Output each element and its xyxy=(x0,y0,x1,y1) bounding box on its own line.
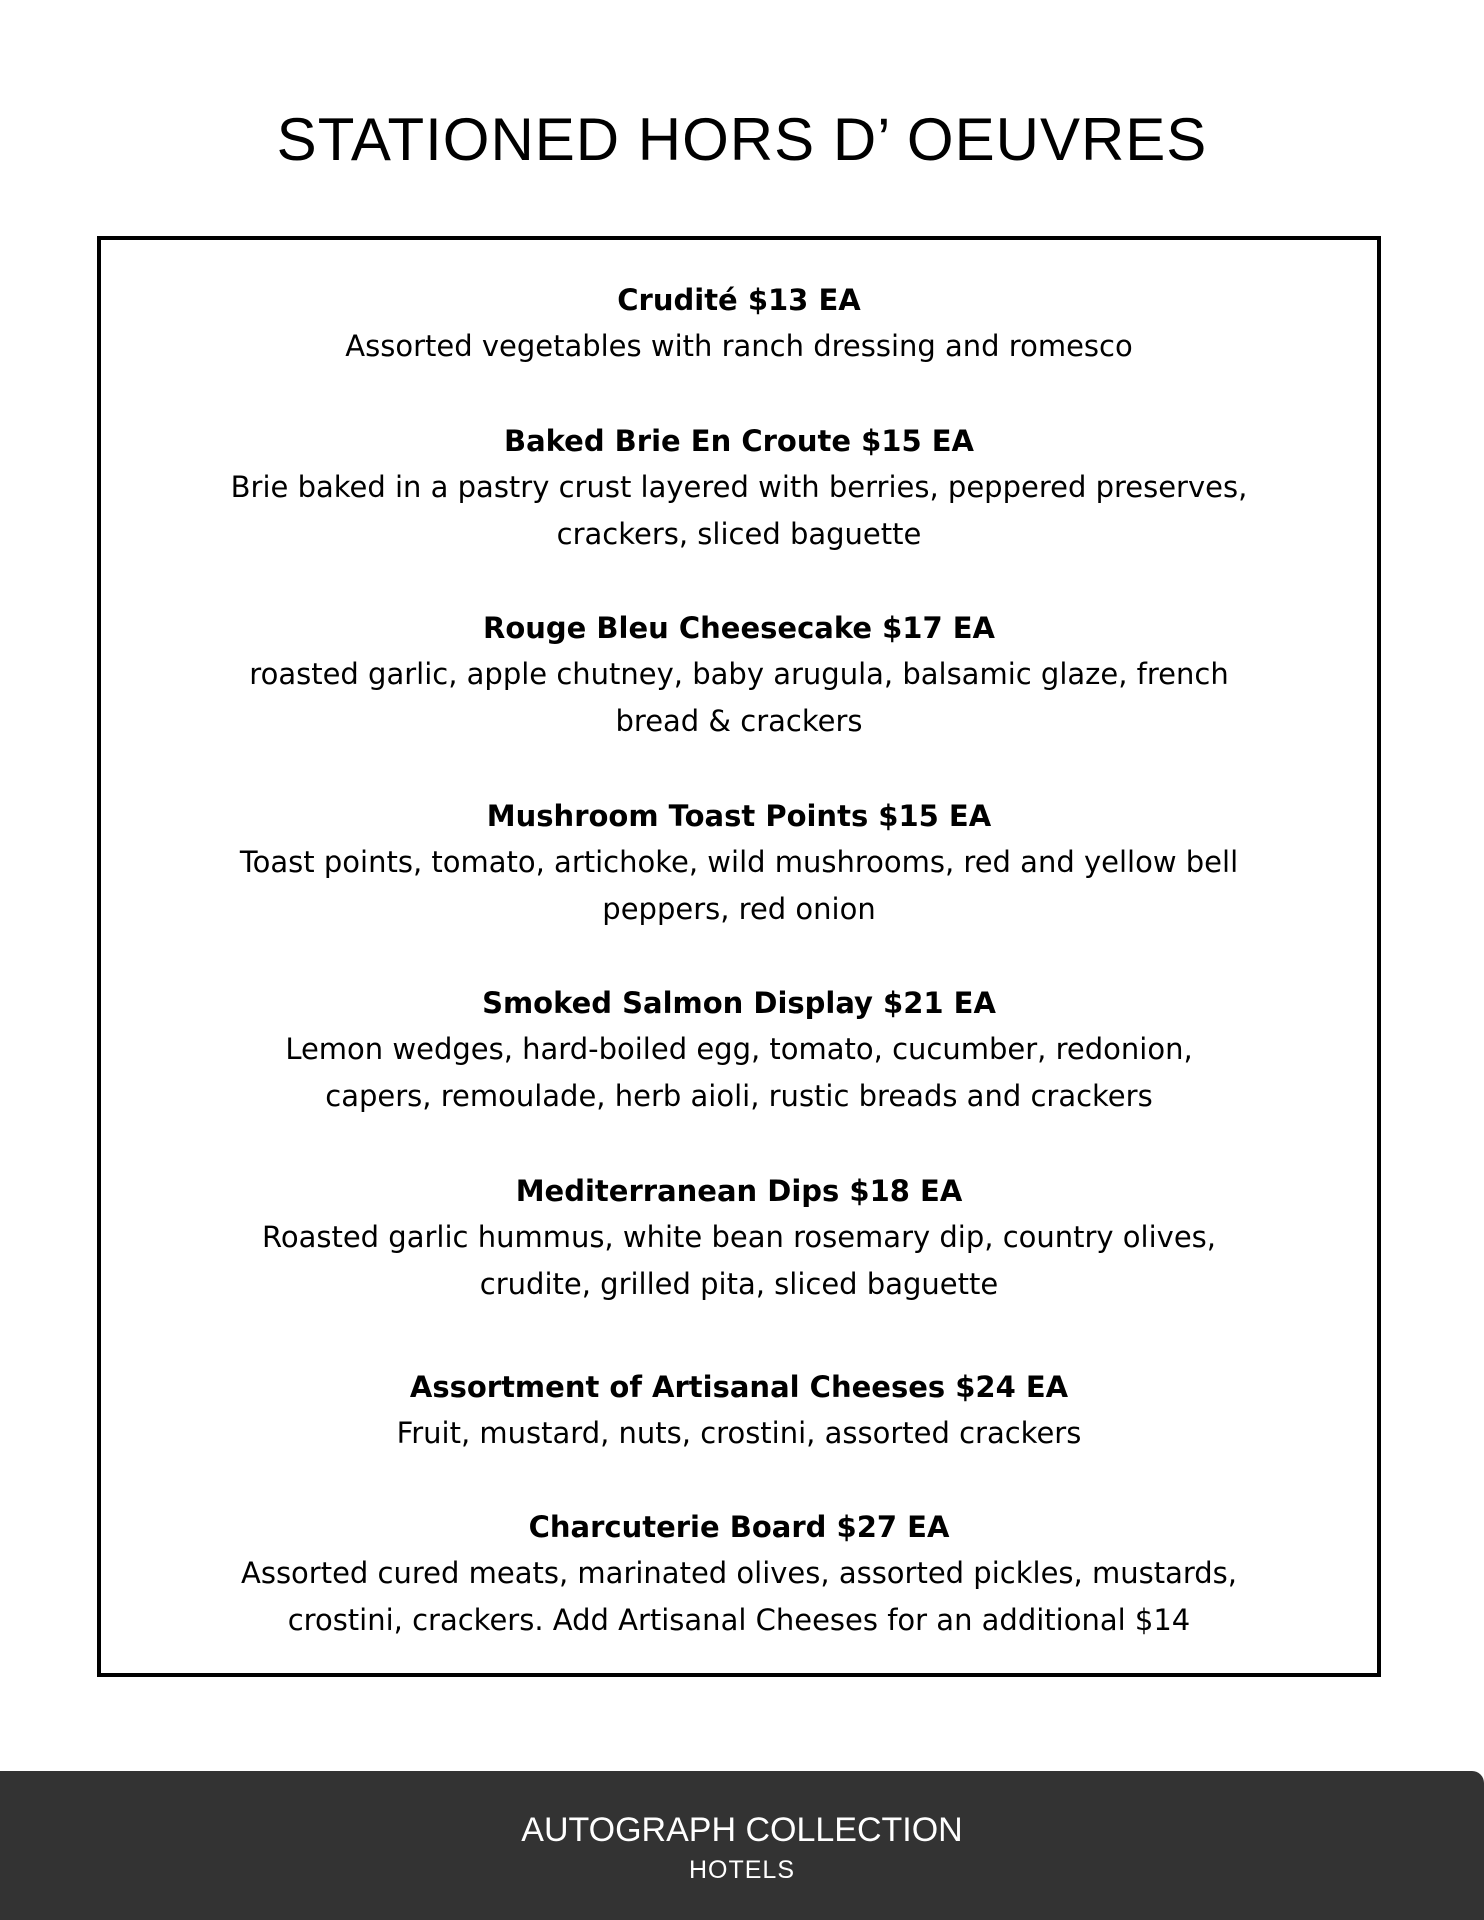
menu-item-baked-brie xyxy=(101,418,1377,558)
menu-item-description: Fruit, mustard, nuts, crostini, assorted crackers xyxy=(396,1416,1082,1450)
menu-item-rouge-bleu-cheesecake xyxy=(101,605,1377,745)
menu-box xyxy=(97,236,1381,1677)
brand-name: AUTOGRAPH COLLECTION xyxy=(521,1811,963,1849)
menu-item-title: Smoked Salmon Display $21 EA xyxy=(482,986,996,1020)
menu-item-description: Toast points, tomato, artichoke, wild mushrooms, red and yellow bell peppers, red onion xyxy=(239,845,1239,926)
menu-item-description: Assorted vegetables with ranch dressing and romesco xyxy=(345,329,1133,363)
footer xyxy=(0,1771,1484,1920)
menu-item-title: Crudité $13 EA xyxy=(617,283,861,317)
menu-item-mediterranean-dips xyxy=(101,1168,1377,1308)
menu-item-crudite xyxy=(101,277,1377,370)
menu-item-smoked-salmon-display xyxy=(101,980,1377,1120)
menu-item-description: Brie baked in a pastry crust layered with berries, peppered preserves, crackers, sliced baguette xyxy=(230,470,1248,551)
menu-item-title: Assortment of Artisanal Cheeses $24 EA xyxy=(409,1370,1069,1404)
menu-item-description: roasted garlic, apple chutney, baby arugula, balsamic glaze, french bread & crackers xyxy=(249,657,1229,738)
brand-subtitle: HOTELS xyxy=(688,1856,796,1884)
page-title: STATIONED HORS D’ OEUVRES xyxy=(276,106,1208,173)
menu-item-title: Rouge Bleu Cheesecake $17 EA xyxy=(483,611,995,645)
menu-item-title: Charcuterie Board $27 EA xyxy=(528,1510,950,1544)
menu-item-mushroom-toast-points xyxy=(101,793,1377,933)
menu-item-title: Mushroom Toast Points $15 EA xyxy=(486,799,992,833)
menu-item-description: Assorted cured meats, marinated olives, assorted pickles, mustards, crostini, crackers. Add Artisanal Cheeses for an additional $14 xyxy=(241,1556,1237,1637)
menu-item-description: Lemon wedges, hard-boiled egg, tomato, cucumber, redonion, capers, remoulade, herb aioli, rustic breads and crackers xyxy=(285,1032,1193,1113)
menu-item-charcuterie-board xyxy=(101,1504,1377,1644)
menu-item-title: Mediterranean Dips $18 EA xyxy=(515,1174,963,1208)
menu-item-description: Roasted garlic hummus, white bean rosemary dip, country olives, crudite, grilled pita, sliced baguette xyxy=(262,1220,1216,1301)
menu-item-artisanal-cheeses xyxy=(101,1364,1377,1457)
menu-item-title: Baked Brie En Croute $15 EA xyxy=(503,424,975,458)
